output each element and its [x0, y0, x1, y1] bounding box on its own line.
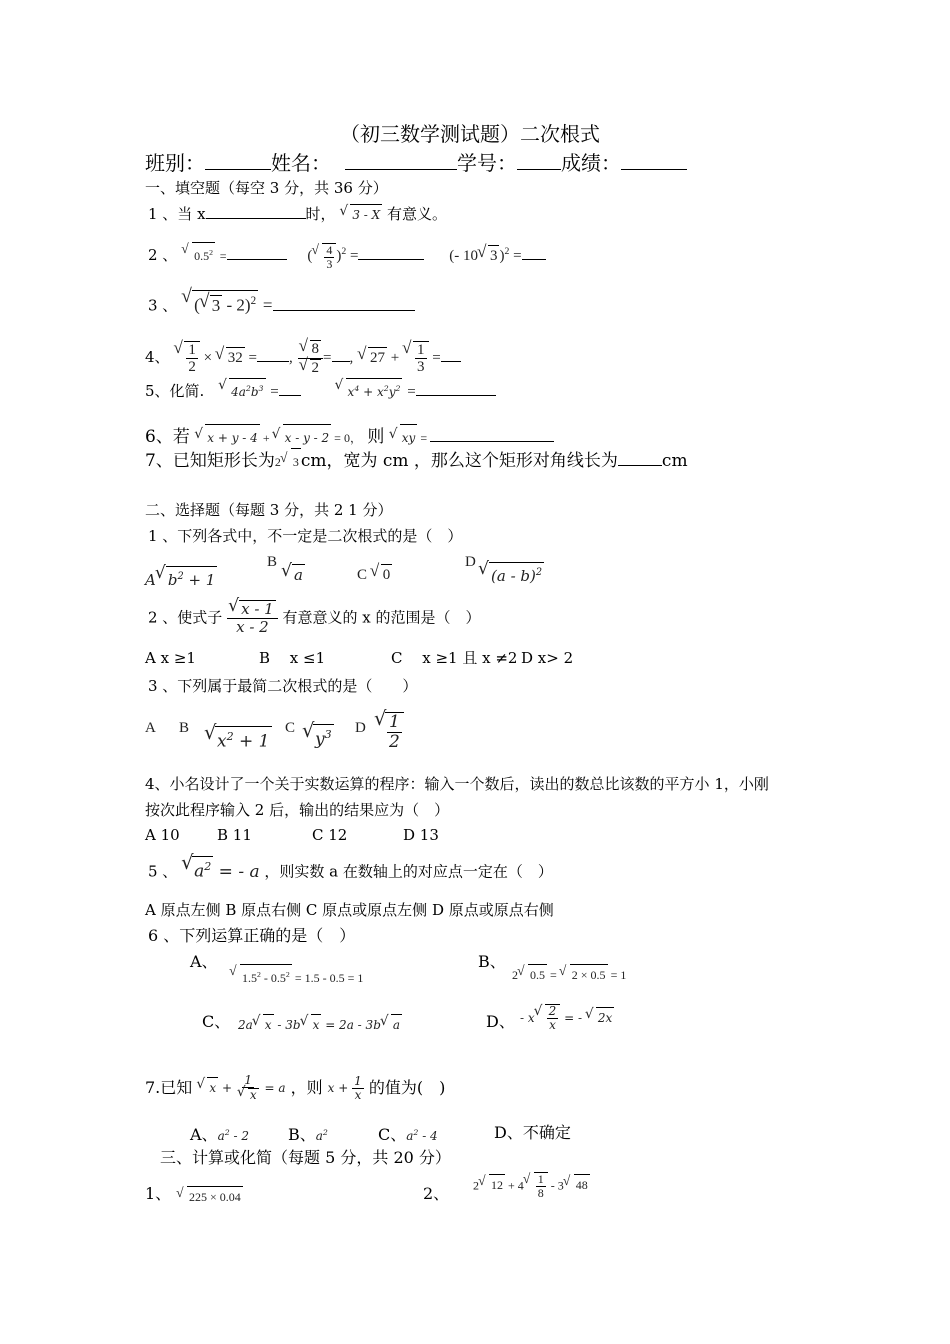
option-d-label: D [465, 554, 476, 570]
option-a[interactable]: A、$a^2 - 2$ [190, 1125, 250, 1144]
option-d[interactable]: √ (a - b)$^2$ [479, 562, 544, 586]
option-a[interactable]: √ $1.5^2 - 0.5^2 = 1.5 - 0.5 = 1$ [230, 964, 363, 988]
answer-blank[interactable] [279, 379, 301, 396]
score-label: 成绩： [561, 151, 621, 175]
calc-questions [145, 1172, 665, 1220]
option-d[interactable]: D、不确定 [494, 1123, 571, 1142]
name-label: 姓名： [271, 151, 331, 175]
option-c-label: C [285, 720, 296, 736]
calc-question-2: 2√ 12 + 4 √ $\frac{1}{8}$ - 3√ 48 [473, 1172, 590, 1200]
option-d-label: D [355, 720, 366, 736]
fill-question-1: 1 、当 x 时， √ 3 - X 有意义。 [148, 202, 447, 225]
answer-blank[interactable] [206, 202, 306, 219]
fill-question-2: 2 、 √ $0.5^2$ = ( √ $\frac{4}{3}$ )$^2$ = (- 10√ 3 )$^2$ = [148, 242, 546, 271]
section-heading-1: 一、填空题（每空 3 分，共 36 分） [145, 179, 388, 197]
fill-question-3: 3 、 √ (√ 3 - 2)$^2$ = [148, 290, 415, 316]
choice-question-6: 6 、下列运算正确的是（ ） [148, 926, 356, 945]
option-b[interactable]: B x ≤1 [259, 649, 326, 667]
option-c[interactable]: C、$a^2 - 4$ [378, 1125, 438, 1144]
choice-question-3: 3 、下列属于最简二次根式的是（ ） [148, 677, 418, 695]
option-d[interactable]: - x √ $\frac{2}{x}$ = - √ 2x [520, 1004, 614, 1032]
fill-question-6: 6、若 √ x + y - 4 + √ x - y - 2 = 0， 则 √ xy = [145, 424, 554, 451]
answer-blank[interactable] [441, 345, 461, 362]
id-blank[interactable] [517, 153, 561, 170]
option-a-label: A、 [190, 952, 218, 971]
answer-blank[interactable] [430, 425, 554, 442]
option-c[interactable]: 2a√ x - 3b√ x = 2a - 3b√ a [238, 1014, 402, 1035]
answer-blank[interactable] [332, 345, 350, 362]
option-b-label: B [267, 554, 278, 570]
option-c[interactable]: C √ 0 [357, 564, 392, 585]
choice-question-1: 1 、下列各式中，不一定是二次根式的是（ ） [148, 527, 463, 545]
option-c[interactable]: C 12 [312, 826, 348, 844]
fill-question-7: 7、已知矩形长为2√ 3 cm，宽为 cm ，那么这个矩形对角线长为 cm [145, 448, 688, 475]
option-b[interactable]: √ $x^2 + 1$ [205, 726, 272, 752]
answer-blank[interactable] [416, 379, 496, 396]
answer-blank[interactable] [273, 294, 415, 311]
option-c[interactable]: C x ≥1 且 x ≠2 [391, 649, 518, 667]
option-b[interactable]: B、$a^2$ [288, 1125, 328, 1144]
score-blank[interactable] [621, 153, 687, 170]
choice-question-5-options[interactable]: A 原点左侧 B 原点右侧 C 原点或原点左侧 D 原点或原点右侧 [145, 901, 554, 919]
section-heading-2: 二、选择题（每题 3 分，共 2 1 分） [145, 501, 393, 519]
calc-question-2-label: 2、 [423, 1184, 450, 1203]
option-b[interactable]: B 11 [217, 826, 252, 844]
page-title: （初三数学测试题）二次根式 [340, 122, 600, 146]
calc-question-1-label: 1、 [145, 1184, 172, 1203]
fill-question-4: 4、 √ $\frac{1}{2}$ × √ 32 = , √ 8 √ 2 = , √ 27 + √ $\frac{1}{3}$ = [145, 340, 461, 376]
choice-question-6-options [190, 952, 750, 1042]
answer-blank[interactable] [618, 449, 662, 466]
answer-blank[interactable] [257, 345, 289, 362]
name-blank[interactable] [345, 153, 457, 170]
option-d-label: D、 [486, 1012, 515, 1031]
section-heading-3: 三、计算或化简（每题 5 分，共 20 分） [160, 1148, 451, 1167]
choice-question-7: 7.已知 √ x + 1 √ x = a ，则 x + $\frac{1}{x}$ 的值为( ) [145, 1074, 445, 1118]
calc-question-1: √ 225 × 0.04 [177, 1186, 243, 1207]
option-b-label: B [179, 720, 190, 736]
option-b[interactable]: √ a [282, 564, 305, 585]
choice-question-1-options [145, 552, 665, 592]
choice-question-4-line2: 按次此程序输入 2 后，输出的结果应为（ ） [145, 801, 450, 819]
choice-question-3-options [145, 712, 545, 762]
choice-question-5: 5 、 √ $a^2$ = - a ，则实数 a 在数轴上的对应点一定在（ ） [148, 856, 553, 882]
radical-expression: √ 3 - X [340, 204, 382, 225]
answer-blank[interactable] [358, 243, 424, 260]
id-label: 学号： [457, 151, 517, 175]
option-b[interactable]: 2√ 0.5 = √ 2 × 0.5 = 1 [512, 964, 626, 985]
choice-question-4-line1: 4、小名设计了一个关于实数运算的程序：输入一个数后，读出的数总比该数的平方小 1，小刚 [145, 775, 769, 793]
option-a[interactable]: A x ≥1 [145, 649, 196, 667]
student-info-line [145, 150, 687, 176]
option-a[interactable]: A√ $b^2 + 1$ [145, 566, 217, 590]
answer-blank[interactable] [522, 243, 546, 260]
option-a[interactable]: A [145, 720, 156, 736]
option-c[interactable]: √ $y^3$ [303, 724, 334, 750]
fill-question-5: 5、化简. √ $4a^2b^3$ = √ $x^4 + x^2y^2$ = [145, 378, 496, 402]
answer-blank[interactable] [227, 243, 287, 260]
choice-question-2: 2 、使式子 √ $\frac{x - 1}{x - 2}$ 有意意义的 x 的范围是（ ） [148, 600, 481, 644]
class-blank[interactable] [205, 153, 271, 170]
option-a[interactable]: A 10 [145, 826, 180, 844]
option-c-label: C、 [202, 1012, 231, 1031]
option-d[interactable]: D 13 [403, 826, 439, 844]
option-d[interactable]: √ $\frac{1}{2}$ [375, 712, 404, 751]
option-b-label: B、 [478, 952, 506, 971]
option-d[interactable]: D x> 2 [521, 649, 574, 667]
class-label: 班别： [145, 151, 205, 175]
